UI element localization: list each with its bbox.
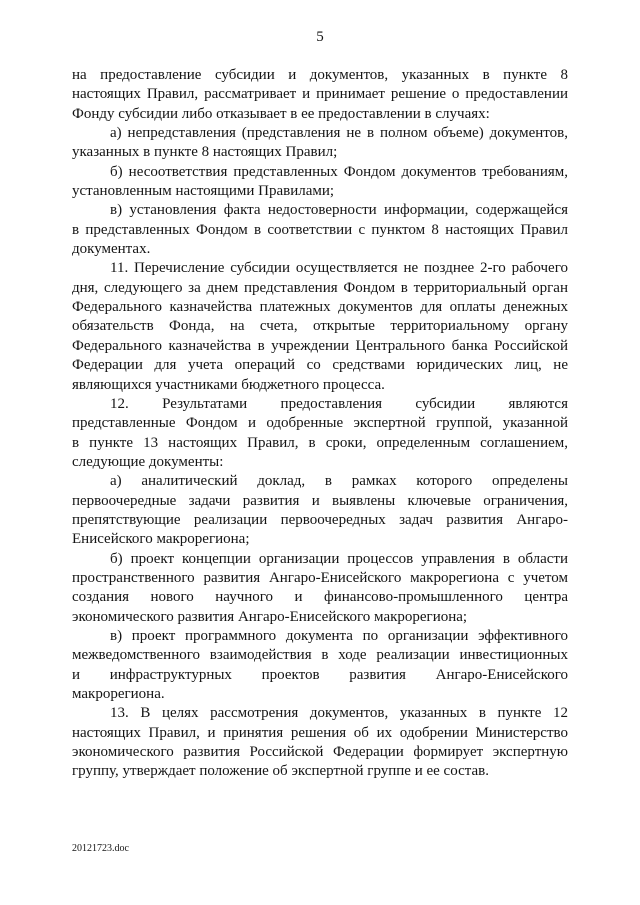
text-line: макрорегиона. — [72, 686, 165, 702]
text-line: Енисейского макрорегиона; — [72, 531, 250, 548]
text-line: следующие документы: — [72, 453, 224, 470]
text-line: в представленных Фондом в соответствии с пунктом 8 настоящих Правил — [72, 221, 568, 238]
text-line: создания нового научного и финансово-промышленного центра — [72, 589, 568, 606]
text-line: б) несоответствия представленных Фондом документов требованиям, — [110, 163, 568, 180]
text-line: в) установления факта недостоверности информации, содержащейся — [110, 202, 568, 219]
text-line: препятствующие реализации первоочередных задач развития Ангаро- — [72, 511, 568, 528]
text-line: экономического развития Российской Федерации формирует экспертную — [72, 744, 568, 761]
text-line: в) проект программного документа по организации эффективного — [110, 627, 568, 644]
text-line: группу, утверждает положение об экспертной группе и ее состав. — [72, 763, 489, 780]
text-line: дня, следующего за днем представления Фондом в территориальный орган — [72, 279, 568, 296]
text-line: установленным настоящими Правилами; — [72, 183, 335, 200]
text-line: экономического развития Ангаро-Енисейского макрорегиона; — [72, 608, 468, 625]
paragraph-continuation — [72, 66, 568, 124]
clause-12 — [72, 395, 568, 472]
text-line: первоочередные задачи развития и выявлены ключевые ограничения, — [72, 492, 568, 509]
text-line: настоящих Правил, рассматривает и принимает решение о предоставлении — [72, 86, 568, 103]
clause-12-item-c — [72, 627, 568, 704]
reasons-item-a — [72, 124, 568, 163]
text-line: на предоставление субсидии и документов, указанных в пункте 8 — [72, 67, 568, 83]
text-line: а) непредставления (представления не в полном объеме) документов, — [110, 125, 568, 142]
text-line: а) аналитический доклад, в рамках которого определены — [110, 473, 568, 490]
text-line: обязательств Фонда, на счета, открытые территориальному органу — [72, 318, 568, 335]
text-line: межведомственного взаимодействия в ходе реализации инвестиционных — [72, 647, 568, 664]
text-line: Федерального казначейства в учреждении Центрального банка Российской — [72, 337, 568, 354]
text-line: представленные Фондом и одобренные экспертной группой, указанной — [72, 415, 568, 432]
page-number: 5 — [316, 29, 324, 45]
reasons-item-b — [72, 163, 568, 202]
text-line: Фонду субсидии либо отказывает в ее предоставлении в случаях: — [72, 105, 490, 122]
clause-12-item-a — [72, 472, 568, 549]
text-line: являющихся участниками бюджетного процесса. — [72, 376, 385, 393]
text-line: документах. — [72, 241, 151, 258]
text-line: и инфраструктурных проектов развития Ангаро-Енисейского — [72, 666, 568, 683]
text-line: указанных в пункте 8 настоящих Правил; — [72, 144, 338, 161]
text-line: 11. Перечисление субсидии осуществляется не позднее 2-го рабочего — [110, 260, 568, 277]
text-line: 13. В целях рассмотрения документов, указанных в пункте 12 — [110, 705, 568, 722]
text-line: 12. Результатами предоставления субсидии являются — [110, 395, 568, 412]
text-line: Федерации для учета операций со средствами юридических лиц, не — [72, 357, 568, 374]
text-line: б) проект концепции организации процессов управления в области — [110, 550, 568, 567]
text-line: в пункте 13 настоящих Правил, в сроки, определенным соглашением, — [72, 434, 568, 451]
clause-11 — [72, 259, 568, 394]
clause-12-item-b — [72, 550, 568, 627]
text-line: Федерального казначейства платежных документов для оплаты денежных — [72, 299, 568, 316]
clause-13 — [72, 704, 568, 781]
footer-filename: 20121723.doc — [72, 843, 129, 854]
text-line: пространственного развития Ангаро-Енисейского макрорегиона с учетом — [72, 569, 568, 586]
document-body — [72, 66, 568, 782]
text-line: настоящих Правил, и принятия решения об их одобрении Министерство — [72, 724, 568, 741]
reasons-item-c — [72, 201, 568, 259]
